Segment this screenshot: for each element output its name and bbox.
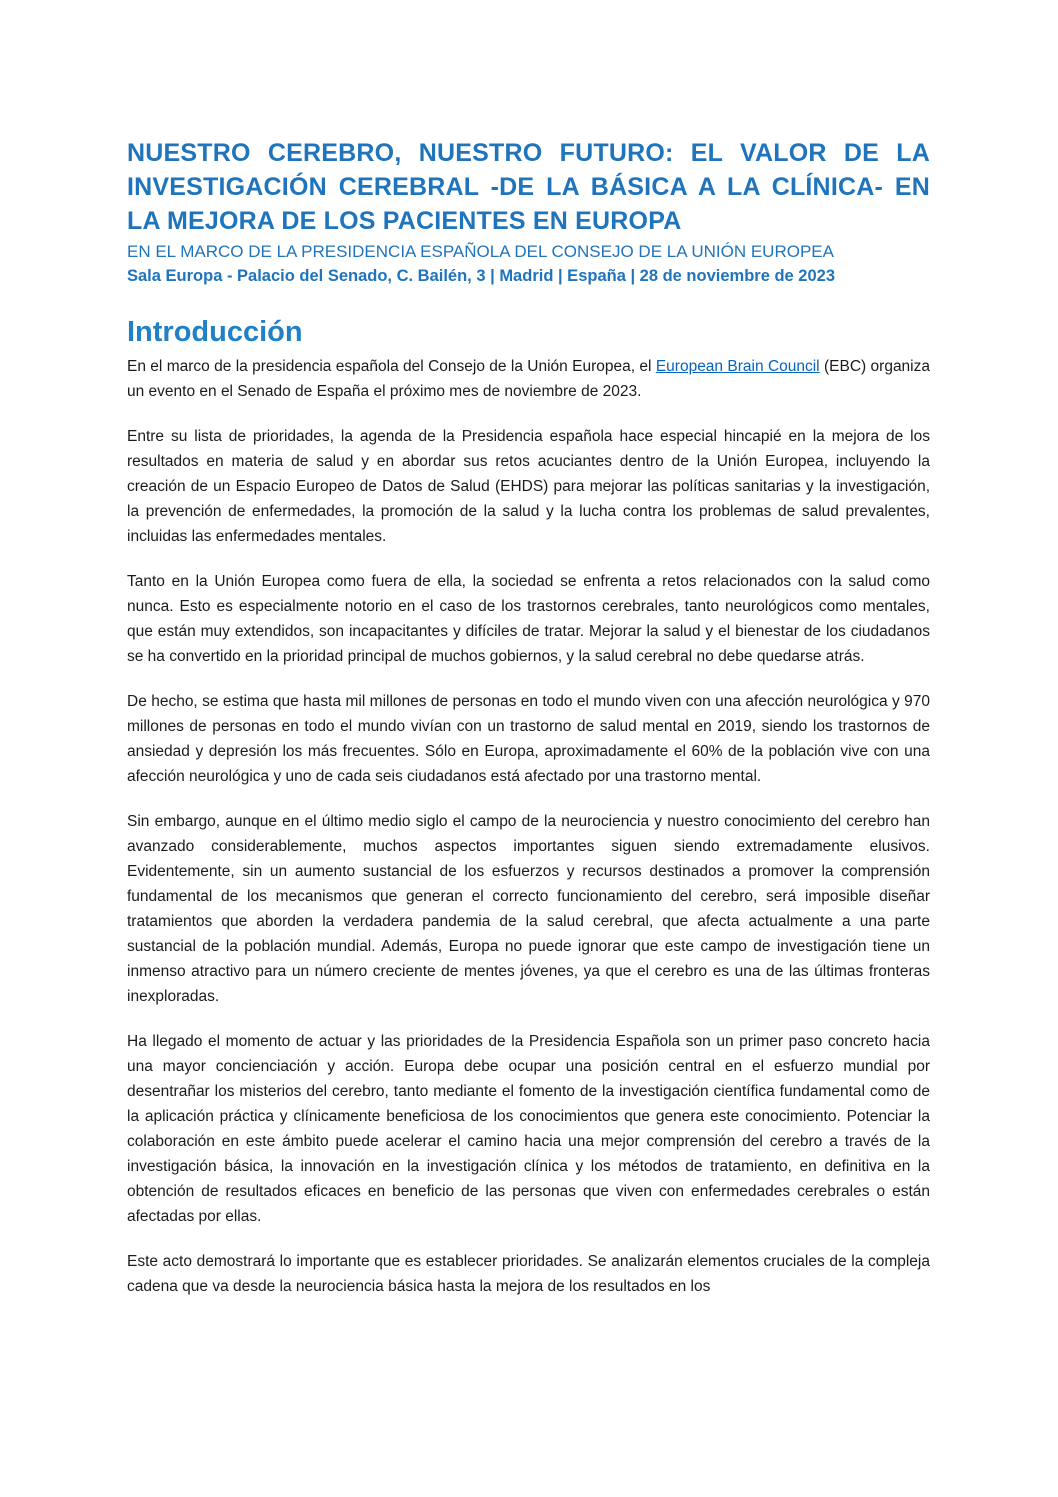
event-details: Sala Europa - Palacio del Senado, C. Bailén, 3 | Madrid | España | 28 de noviembre de 2023 [127,267,836,285]
paragraph-society-challenges: Tanto en la Unión Europea como fuera de ella, la sociedad se enfrenta a retos relacionados con la salud como nunca. Esto es especialmente notorio en el caso de los trastornos cerebrales, tanto neurológicos como mentales, que están muy extendidos, son incapacitantes y difíciles de tratar. Mejorar la salud y el bienestar de los ciudadanos se ha convertido en la prioridad principal de muchos gobiernos, y la salud cerebral no debe quedarse atrás. [127,573,930,665]
intro-paragraph [127,354,930,404]
intro-text-after-link: (EBC) organiza un evento en el Senado de España el próximo mes de noviembre de 2023. [127,358,930,400]
paragraph-statistics: De hecho, se estima que hasta mil millones de personas en todo el mundo viven con una afección neurológica y 970 millones de personas en todo el mundo vivían con un trastorno de salud mental en 2019, siendo los trastornos de ansiedad y depresión los más frecuentes. Sólo en Europa, aproximadamente el 60% de la población vive con una afección neurológica y uno de cada seis ciudadanos está afectado por una trastorno mental. [127,693,930,785]
paragraph-time-to-act: Ha llegado el momento de actuar y las prioridades de la Presidencia Española son un primer paso concreto hacia una mayor concienciación y acción. Europa debe ocupar una posición central en el esfuerzo mundial por desentrañar los misterios del cerebro, tanto mediante el fomento de la investigación científica fundamental como de la aplicación práctica y clínicamente beneficiosa de los conocimientos que genera este conocimiento. Potenciar la colaboración en este ámbito puede acelerar el camino hacia una mejor comprensión del cerebro a través de la investigación básica, la innovación en la investigación clínica y los métodos de tratamiento, en definitiva en la obtención de resultados eficaces en beneficio de las personas que viven con enfermedades cerebrales o están afectadas por ellas. [127,1033,930,1225]
intro-text-before-link: En el marco de la presidencia española del Consejo de la Unión Europea, el [127,358,656,375]
european-brain-council-link[interactable]: European Brain Council [655,358,820,375]
paragraph-event-purpose: Este acto demostrará lo importante que es establecer prioridades. Se analizarán elementos cruciales de la compleja cadena que va desde la neurociencia básica hasta la mejora de los resultados en los [127,1253,930,1295]
document-subtitle: EN EL MARCO DE LA PRESIDENCIA ESPAÑOLA DEL CONSEJO DE LA UNIÓN EUROPEA [127,242,834,261]
section-heading-introduccion: Introducción [127,316,303,348]
paragraph-priorities: Entre su lista de prioridades, la agenda de la Presidencia española hace especial hincapié en la mejora de los resultados en materia de salud y en abordar sus retos acuciantes dentro de la Unión Europea, incluyendo la creación de un Espacio Europeo de Datos de Salud (EHDS) para mejorar las políticas sanitarias y la investigación, la prevención de enfermedades, la promoción de la salud y la lucha contra los problemas de salud prevalentes, incluidas las enfermedades mentales. [127,428,930,545]
paragraph-neuroscience-progress: Sin embargo, aunque en el último medio siglo el campo de la neurociencia y nuestro conocimiento del cerebro han avanzado considerablemente, muchos aspectos importantes siguen siendo extremadamente elusivos. Evidentemente, sin un aumento sustancial de los esfuerzos y recursos destinados a promover la comprensión fundamental de los mecanismos que generan el correcto funcionamiento del cerebro, será imposible diseñar tratamientos que aborden la verdadera pandemia de la salud cerebral, que afecta actualmente a una parte sustancial de la población mundial. Además, Europa no puede ignorar que este campo de investigación tiene un inmenso atractivo para un número creciente de mentes jóvenes, ya que el cerebro es una de las últimas fronteras inexploradas. [127,813,930,1005]
document-title: NUESTRO CEREBRO, NUESTRO FUTURO: EL VALOR DE LA INVESTIGACIÓN CEREBRAL -DE LA BÁSICA A LA CLÍNICA- EN LA MEJORA DE LOS PACIENTES EN EUROPA [127,139,930,235]
